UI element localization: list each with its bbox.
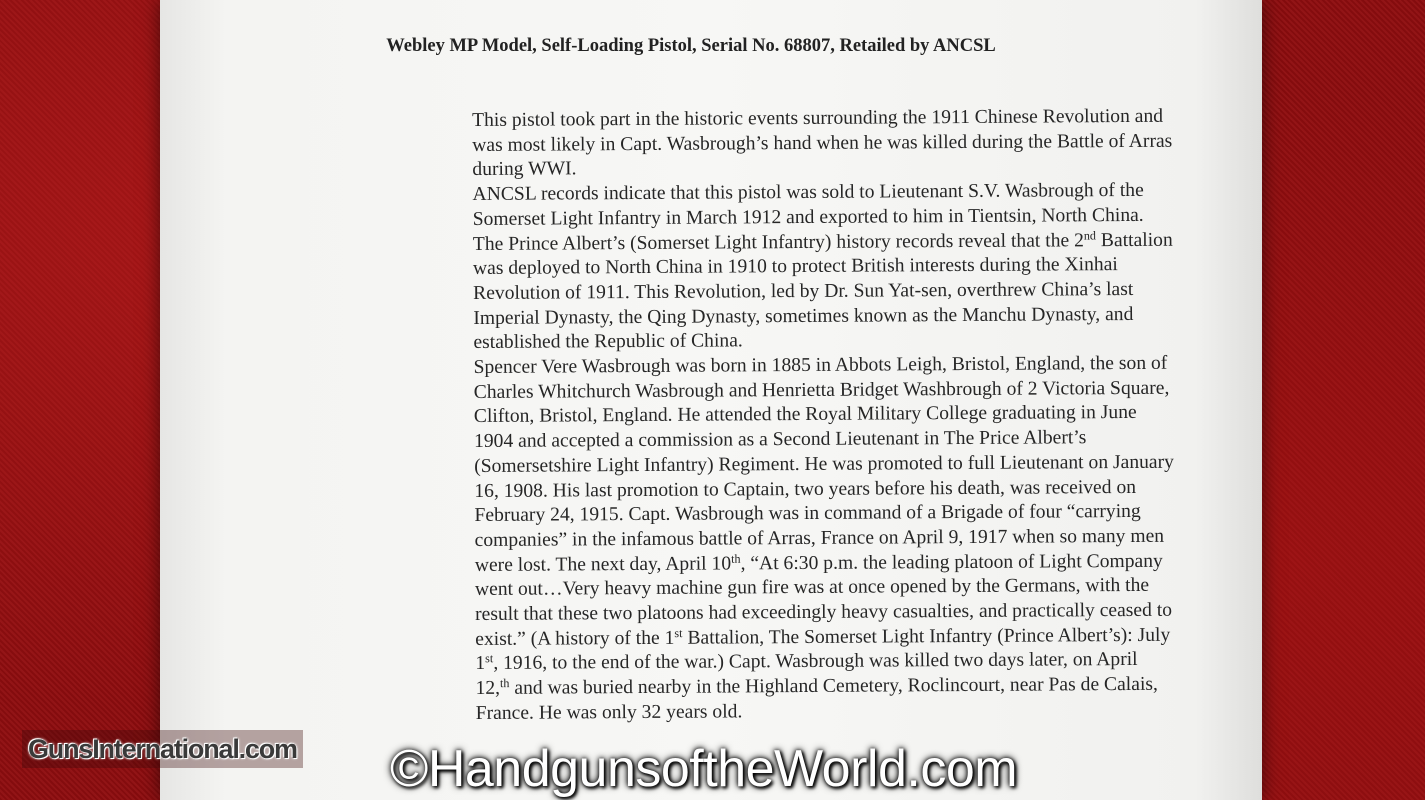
line-text: exist.” (A history of the 1 xyxy=(475,627,675,650)
line-text: 16, 1908. His last promotion to Captain, two years before his death, was received on xyxy=(474,476,1137,502)
line-text: (Somersetshire Light Infantry) Regiment. He was promoted to full Lieutenant on January xyxy=(474,451,1174,477)
line-text: Battalion, The Somerset Light Infantry (Prince Albert’s): July xyxy=(682,624,1171,649)
superscript: th xyxy=(499,676,510,691)
superscript: st xyxy=(485,651,494,666)
line-text: 1904 and accepted a commission as a Second Lieutenant in The Price Albert’s xyxy=(473,427,1087,453)
watermark-handgunsoftheworld: ©HandgunsoftheWorld.com xyxy=(390,740,1018,798)
watermark-gunsinternational: GunsInternational.com xyxy=(22,730,303,768)
line-text: February 24, 1915. Capt. Wasbrough was in command of a Brigade of four “carrying xyxy=(474,501,1141,527)
line-text: Somerset Light Infantry in March 1912 and exported to him in Tientsin, North China. xyxy=(472,204,1144,230)
line-text: Spencer Vere Wasbrough was born in 1885 in Abbots Leigh, Bristol, England, the son of xyxy=(473,352,1168,379)
line-text: was deployed to North China in 1910 to protect British interests during the Xinhai xyxy=(472,254,1118,280)
document-line xyxy=(475,672,1265,702)
document-line xyxy=(476,697,1266,727)
line-text: Clifton, Bristol, England. He attended the Royal Military College graduating in June xyxy=(473,402,1137,428)
document-body xyxy=(472,104,1266,726)
line-text: companies” in the infamous battle of Arras, France on April 9, 1917 when so many men xyxy=(474,525,1165,551)
line-text: Charles Whitchurch Wasbrough and Henrietta Bridget Washbrough of 2 Victoria Square, xyxy=(473,377,1170,403)
document-title: Webley MP Model, Self-Loading Pistol, Serial No. 68807, Retailed by ANCSL xyxy=(386,36,996,56)
superscript: nd xyxy=(1083,228,1097,243)
line-text: were lost. The next day, April 10 xyxy=(474,553,732,576)
line-text: during WWI. xyxy=(472,158,577,181)
line-text: France. He was only 32 years old. xyxy=(475,701,743,724)
line-text: was most likely in Capt. Wasbrough’s hand when he was killed during the Battle of Arras xyxy=(472,130,1173,156)
line-text: result that these two platoons had exceedingly heavy casualties, and practically ceased to xyxy=(475,599,1173,626)
superscript: st xyxy=(674,625,683,640)
line-text: , 1916, to the end of the war.) Capt. Wasbrough was killed two days later, on April xyxy=(493,649,1138,675)
line-text: and was buried nearby in the Highland Cemetery, Roclincourt, near Pas de Calais, xyxy=(509,673,1158,699)
line-text: 1 xyxy=(475,653,486,675)
document-line xyxy=(474,450,1264,480)
line-text: 12, xyxy=(475,678,501,700)
line-text: The Prince Albert’s (Somerset Light Infantry) history records reveal that the 2 xyxy=(472,229,1084,255)
document-line xyxy=(473,228,1263,258)
line-text: This pistol took part in the historic events surrounding the 1911 Chinese Revolution and xyxy=(472,105,1164,131)
line-text: ANCSL records indicate that this pistol was sold to Lieutenant S.V. Wasbrough of the xyxy=(472,180,1144,206)
document-page xyxy=(160,0,1262,800)
line-text: Battalion xyxy=(1095,229,1173,251)
line-text: established the Republic of China. xyxy=(473,330,743,354)
line-text: , “At 6:30 p.m. the leading platoon of Light Company xyxy=(740,550,1163,575)
line-text: went out…Very heavy machine gun fire was at once opened by the Germans, with the xyxy=(474,575,1150,601)
superscript: th xyxy=(731,551,741,566)
line-text: Imperial Dynasty, the Qing Dynasty, sometimes known as the Manchu Dynasty, and xyxy=(473,303,1134,329)
line-text: Revolution of 1911. This Revolution, led by Dr. Sun Yat-sen, overthrew China’s last xyxy=(473,278,1134,304)
